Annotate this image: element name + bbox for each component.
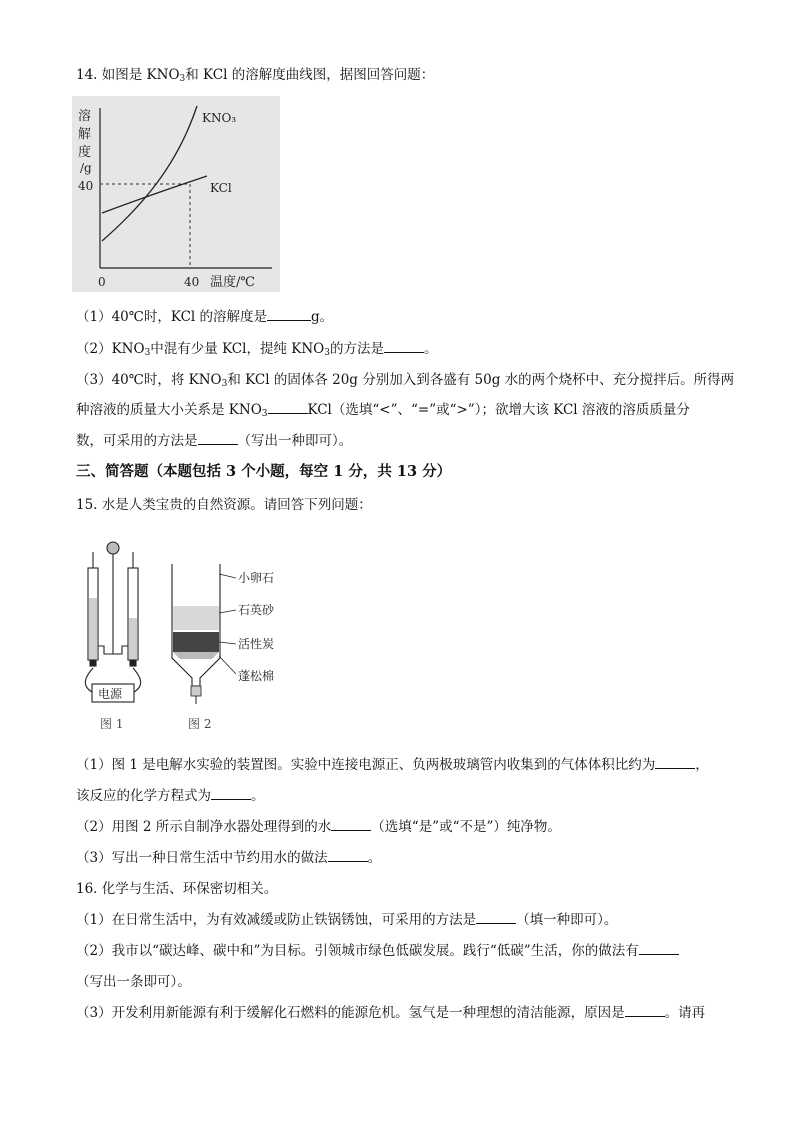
q15-part3: （3）写出一种日常生活中节约用水的做法 。 <box>76 850 382 866</box>
y-label-4: /g <box>80 161 92 175</box>
q14-part3-line2: 种溶液的质量大小关系是 $KNO_3$ KCl（选填“<”、“=”或“>”）；欲增大该 KCl 溶液的溶质质量分 <box>76 402 690 419</box>
kno3-curve <box>102 106 197 241</box>
answer-blank[interactable] <box>331 818 371 831</box>
q15-stem: 15. 水是人类宝贵的自然资源。请回答下列问题： <box>76 497 372 513</box>
fig2-caption: 图 2 <box>188 717 212 731</box>
kcl-label: KCl <box>210 181 232 195</box>
q14-stem: 14. 如图是 $KNO_3$和 KCl 的溶解度曲线图，据图回答问题： <box>76 67 435 84</box>
answer-blank[interactable] <box>639 942 679 955</box>
answer-blank[interactable] <box>328 849 368 862</box>
q15-part2: （2）用图 2 所示自制净水器处理得到的水 （选填“是”或“不是”）纯净物。 <box>76 819 561 835</box>
label-cotton: 蓬松棉 <box>238 669 275 683</box>
q14-part1: （1）40℃时，KCl 的溶解度是 g。 <box>76 309 334 325</box>
kcl-curve <box>102 176 207 213</box>
y-tick-40: 40 <box>78 179 94 193</box>
answer-blank[interactable] <box>625 1004 665 1017</box>
solubility-chart <box>72 96 280 292</box>
x-tick-40: 40 <box>184 275 200 289</box>
origin-label: 0 <box>98 275 106 289</box>
electrolysis-apparatus <box>85 542 140 702</box>
x-axis-label: 温度/℃ <box>210 275 255 290</box>
y-label-3: 度 <box>78 145 92 160</box>
answer-blank[interactable] <box>198 432 238 445</box>
answer-blank[interactable] <box>655 756 695 769</box>
answer-blank[interactable] <box>384 340 424 353</box>
q14-part3-line3: 数，可采用的方法是 （写出一种即可）。 <box>76 433 353 449</box>
answer-blank[interactable] <box>267 308 311 321</box>
q16-part1: （1）在日常生活中，为有效减缓或防止铁锅锈蚀，可采用的方法是 （填一种即可）。 <box>76 912 618 928</box>
q15-figures <box>76 528 291 738</box>
y-label-1: 溶 <box>78 109 92 124</box>
label-pebbles: 小卵石 <box>238 571 275 585</box>
answer-blank[interactable] <box>211 787 251 800</box>
q15-part1-line2: 该反应的化学方程式为 。 <box>76 788 265 804</box>
label-activated-carbon: 活性炭 <box>238 637 275 651</box>
q16-stem: 16. 化学与生活、环保密切相关。 <box>76 881 278 897</box>
section-title: 三、简答题（本题包括 3 个小题，每空 1 分，共 13 分） <box>76 463 452 480</box>
q14-part3-line1: （3）40℃时，将 $KNO_3$和 KCl 的固体各 20g 分别加入到各盛有 50g 水的两个烧杯中、充分搅拌后。所得两 <box>76 372 735 389</box>
q15-part1-line1: （1）图 1 是电解水实验的装置图。实验中连接电源正、负两极玻璃管内收集到的气体体积比约为 ， <box>76 757 709 773</box>
water-purifier <box>172 564 236 704</box>
q14-part2: $(2)KNO_3$中混有少量 KCl，提纯 $KNO_3$的方法是 。 <box>76 341 438 358</box>
y-label-2: 解 <box>78 127 92 142</box>
q16-part3: （3）开发利用新能源有利于缓解化石燃料的能源危机。氢气是一种理想的清洁能源，原因是 。请再 <box>76 1005 706 1021</box>
label-quartz-sand: 石英砂 <box>238 603 275 617</box>
answer-blank[interactable] <box>268 401 308 414</box>
q16-part2-line2: （写出一条即可）。 <box>76 974 191 990</box>
power-label: 电源 <box>98 687 123 701</box>
q16-part2-line1: （2）我市以“碳达峰、碳中和”为目标。引领城市绿色低碳发展。践行“低碳”生活，你的做法有 <box>76 942 679 960</box>
kno3-label: KNO₃ <box>202 111 237 125</box>
fig1-caption: 图 1 <box>100 717 124 731</box>
answer-blank[interactable] <box>476 911 516 924</box>
